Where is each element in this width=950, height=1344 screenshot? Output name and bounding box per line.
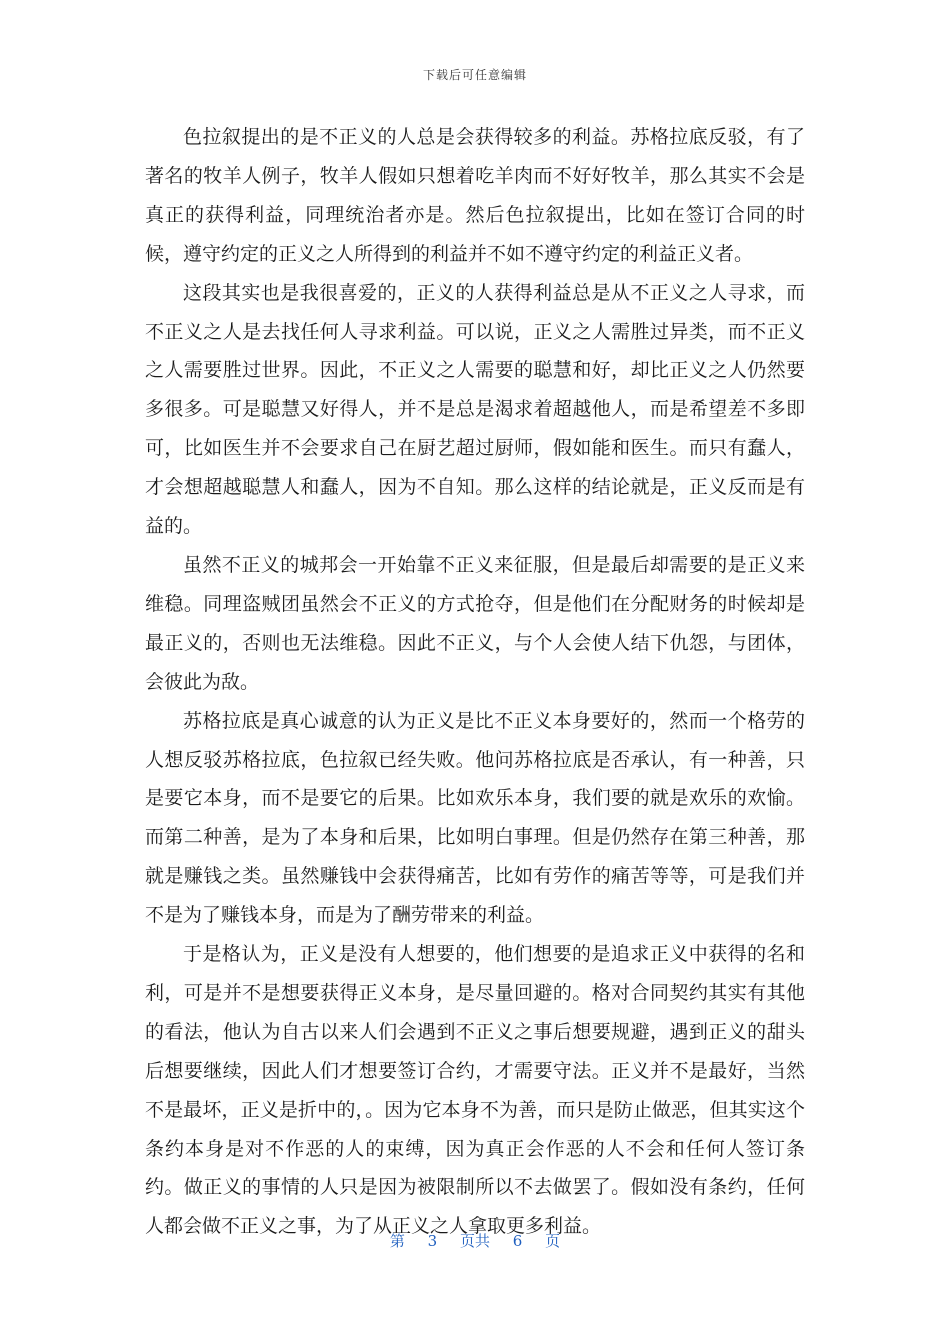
paragraph-5: 于是格认为，正义是没有人想要的，他们想要的是追求正义中获得的名和利，可是并不是想要获得正义本身，是尽量回避的。格对合同契约其实有其他的看法，他认为自古以来人们会遇到不正义之事后想要规避，遇到正义的甜头后想要继续，因此人们才想要签订合约，才需要守法。正义并不是最好，当然不是最坏，正义是折中的，。因为它本身不为善，而只是防止做恶，但其实这个条约本身是对不作恶的人的束缚，因为真正会作恶的人不会和任何人签订条约。做正义的事情的人只是因为被限制所以不去做罢了。假如没有条约，任何人都会做不正义之事，为了从正义之人拿取更多利益。: [145, 943, 805, 1238]
paragraph-3: 虽然不正义的城邦会一开始靠不正义来征服，但是最后却需要的是正义来维稳。同理盗贼团虽然会不正义的方式抢夺，但是他们在分配财务的时候却是最正义的，否则也无法维稳。因此不正义，与个人会使人结下仇怨，与团体，会彼此为敌。: [145, 553, 805, 693]
footer-suffix: 页: [545, 1232, 561, 1250]
footer-prefix: 第: [389, 1232, 405, 1250]
footer-total-pages: 6: [512, 1232, 523, 1250]
paragraph-4: 苏格拉底是真心诚意的认为正义是比不正义本身要好的，然而一个格劳的人想反驳苏格拉底，色拉叙已经失败。他问苏格拉底是否承认，有一种善，只是要它本身，而不是要它的后果。比如欢乐本身，我们要的就是欢乐的欢愉。而第二种善，是为了本身和后果，比如明白事理。但是仍然存在第三种善，那就是赚钱之类。虽然赚钱中会获得痛苦，比如有劳作的痛苦等等，可是我们并不是为了赚钱本身，而是为了酬劳带来的利益。: [145, 709, 805, 927]
footer-middle: 页共: [459, 1232, 490, 1250]
paragraph-1: 色拉叙提出的是不正义的人总是会获得较多的利益。苏格拉底反驳，有了著名的牧羊人例子，牧羊人假如只想着吃羊肉而不好好牧羊，那么其实不会是真正的获得利益，同理统治者亦是。然后色拉叙提出，比如在签订合同的时候，遵守约定的正义之人所得到的利益并不如不遵守约定的利益正义者。: [145, 126, 805, 265]
page-number-footer: [0, 1230, 950, 1251]
footer-current-page: 3: [427, 1232, 438, 1250]
document-body: [145, 118, 805, 1246]
page-header: 下载后可任意编辑: [422, 68, 527, 82]
paragraph-2: 这段其实也是我很喜爱的，正义的人获得利益总是从不正义之人寻求，而不正义之人是去找任何人寻求利益。可以说，正义之人需胜过异类，而不正义之人需要胜过世界。因此，不正义之人需要的聪慧和好，却比正义之人仍然要多很多。可是聪慧又好得人，并不是总是渴求着超越他人，而是希望差不多即可，比如医生并不会要求自己在厨艺超过厨师，假如能和医生。而只有蠢人，才会想超越聪慧人和蠢人，因为不自知。那么这样的结论就是，正义反而是有益的。: [145, 281, 805, 538]
